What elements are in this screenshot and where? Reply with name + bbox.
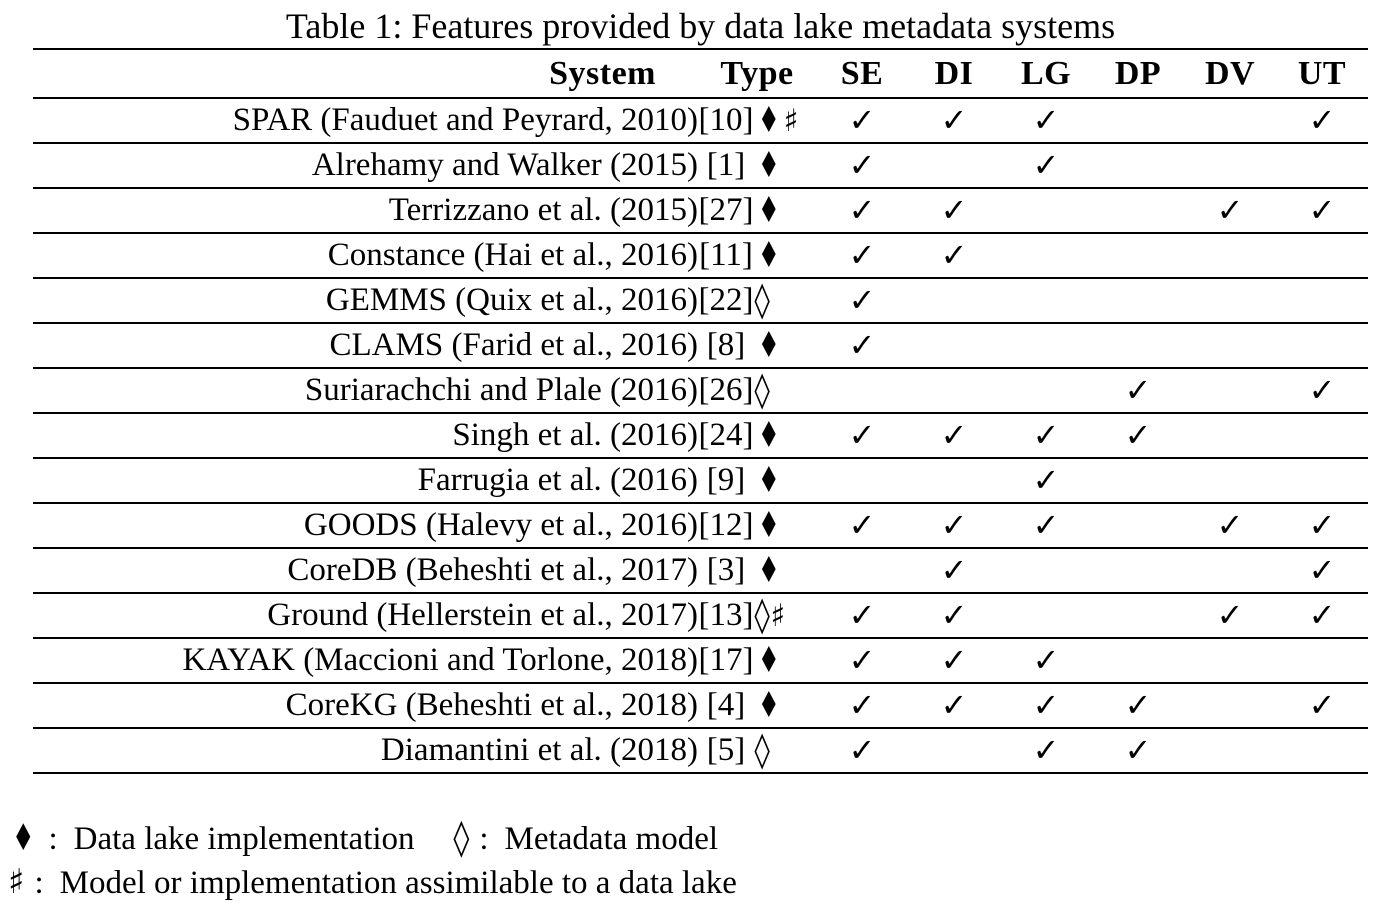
checkmark-icon: ✓: [1124, 686, 1152, 724]
table-row: [33, 189, 1368, 234]
legend-separator: :: [48, 821, 58, 857]
feature-cell: [816, 506, 908, 545]
type-symbols: [754, 369, 816, 410]
header-se: SE: [840, 54, 884, 92]
feature-cell: [1276, 101, 1368, 140]
type-symbols: [754, 729, 816, 770]
type-symbols: [754, 98, 816, 141]
table-header-row: [33, 50, 1368, 99]
checkmark-icon: ✓: [848, 416, 876, 454]
checkmark-icon: ✓: [848, 146, 876, 184]
filled-diamond-icon: ♦: [757, 188, 780, 231]
system-name: Alrehamy and Walker (2015): [311, 147, 698, 183]
table-row: [33, 324, 1368, 369]
checkmark-icon: ✓: [848, 596, 876, 634]
feature-cell: [1184, 506, 1276, 545]
legend-item: [452, 817, 719, 859]
citation-ref: [12]: [698, 507, 754, 543]
system-name: Singh et al. (2016): [452, 417, 698, 453]
feature-cell: [1000, 146, 1092, 185]
header-lg: LG: [1020, 54, 1072, 92]
table-row: [33, 594, 1368, 639]
system-name: KAYAK (Maccioni and Torlone, 2018): [182, 642, 698, 678]
feature-cell: [908, 416, 1000, 455]
feature-cell: [1000, 416, 1092, 455]
filled-diamond-icon: ♦: [757, 413, 780, 456]
feature-cell: [1092, 416, 1184, 455]
checkmark-icon: ✓: [848, 731, 876, 769]
feature-cell: [816, 596, 908, 635]
checkmark-icon: ✓: [848, 191, 876, 229]
checkmark-icon: ✓: [940, 686, 968, 724]
feature-cell: [1000, 731, 1092, 770]
sharp-icon: ♯: [8, 862, 25, 902]
feature-cell: [1184, 596, 1276, 635]
filled-diamond-icon: ♦: [757, 143, 780, 186]
checkmark-icon: ✓: [1308, 191, 1336, 229]
checkmark-icon: ✓: [940, 416, 968, 454]
citation-ref: [24]: [698, 417, 754, 453]
feature-cell: [908, 101, 1000, 140]
table-row: [33, 684, 1368, 729]
feature-cell: [816, 236, 908, 275]
feature-cell: [816, 326, 908, 365]
system-name: GOODS (Halevy et al., 2016): [303, 507, 698, 543]
checkmark-icon: ✓: [940, 506, 968, 544]
checkmark-icon: ✓: [940, 101, 968, 139]
checkmark-icon: ✓: [848, 506, 876, 544]
system-name: Constance (Hai et al., 2016): [327, 237, 698, 273]
feature-cell: [816, 101, 908, 140]
feature-cell: [1000, 461, 1092, 500]
checkmark-icon: ✓: [1124, 371, 1152, 409]
filled-diamond-icon: ♦: [11, 816, 35, 860]
checkmark-icon: ✓: [1032, 416, 1060, 454]
header-dp: DP: [1114, 54, 1162, 92]
checkmark-icon: ✓: [1032, 731, 1060, 769]
checkmark-icon: ✓: [940, 596, 968, 634]
system-name: GEMMS (Quix et al., 2016): [325, 282, 698, 318]
type-symbols: [754, 143, 816, 186]
system-name: CLAMS (Farid et al., 2016): [329, 327, 698, 363]
feature-cell: [908, 236, 1000, 275]
legend-label: Model or implementation assimilable to a data lake: [59, 865, 737, 901]
citation-ref: [5]: [706, 732, 746, 768]
type-symbols: [754, 188, 816, 231]
filled-diamond-icon: ♦: [757, 503, 780, 546]
open-diamond-icon: ◊: [754, 594, 770, 635]
feature-cell: [1092, 371, 1184, 410]
feature-cell: [908, 506, 1000, 545]
checkmark-icon: ✓: [1216, 506, 1244, 544]
checkmark-icon: ✓: [940, 551, 968, 589]
open-diamond-icon: ◊: [754, 729, 770, 770]
table-row: [33, 279, 1368, 324]
system-name: Diamantini et al. (2018): [380, 732, 698, 768]
legend-line: [8, 816, 737, 860]
filled-diamond-icon: ♦: [757, 548, 780, 591]
feature-cell: [1000, 686, 1092, 725]
type-symbols: [754, 503, 816, 546]
system-name: SPAR (Fauduet and Peyrard, 2010): [232, 102, 698, 138]
checkmark-icon: ✓: [1032, 461, 1060, 499]
legend: [8, 816, 737, 904]
feature-cell: [1276, 371, 1368, 410]
feature-cell: [816, 416, 908, 455]
legend-line: [8, 860, 737, 904]
feature-cell: [1276, 551, 1368, 590]
system-name: Ground (Hellerstein et al., 2017): [267, 597, 698, 633]
type-symbols: [754, 233, 816, 276]
table-caption: Table 1: Features provided by data lake metadata systems: [285, 6, 1116, 46]
filled-diamond-icon: ♦: [757, 323, 780, 366]
checkmark-icon: ✓: [1308, 506, 1336, 544]
system-name: CoreKG (Beheshti et al., 2018): [285, 687, 698, 723]
citation-ref: [4]: [706, 687, 746, 723]
checkmark-icon: ✓: [848, 281, 876, 319]
open-diamond-icon: ◊: [754, 279, 770, 320]
citation-ref: [1]: [706, 147, 746, 183]
feature-cell: [908, 191, 1000, 230]
type-symbols: [754, 279, 816, 320]
citation-ref: [26]: [698, 372, 754, 408]
citation-ref: [3]: [706, 552, 746, 588]
citation-ref: [22]: [698, 282, 754, 318]
checkmark-icon: ✓: [1308, 596, 1336, 634]
checkmark-icon: ✓: [1032, 146, 1060, 184]
filled-diamond-icon: ♦: [757, 233, 780, 276]
type-symbols: [754, 594, 816, 635]
citation-ref: [11]: [699, 237, 753, 273]
checkmark-icon: ✓: [1216, 191, 1244, 229]
sharp-icon: ♯: [783, 103, 799, 139]
checkmark-icon: ✓: [1308, 551, 1336, 589]
citation-ref: [10]: [698, 102, 754, 138]
checkmark-icon: ✓: [1308, 101, 1336, 139]
system-name: Terrizzano et al. (2015): [388, 192, 698, 228]
header-system: System: [549, 54, 656, 92]
legend-item: [8, 862, 737, 902]
checkmark-icon: ✓: [1308, 686, 1336, 724]
feature-cell: [816, 281, 908, 320]
table-row: [33, 369, 1368, 414]
open-diamond-icon: ◊: [452, 817, 469, 859]
feature-cell: [908, 641, 1000, 680]
checkmark-icon: ✓: [848, 326, 876, 364]
legend-label: Data lake implementation: [73, 821, 415, 857]
citation-ref: [8]: [706, 327, 746, 363]
table-row: [33, 414, 1368, 459]
system-name: Farrugia et al. (2016): [417, 462, 698, 498]
checkmark-icon: ✓: [940, 191, 968, 229]
checkmark-icon: ✓: [1032, 686, 1060, 724]
table-row: [33, 99, 1368, 144]
table-body: [33, 99, 1368, 774]
table-row: [33, 729, 1368, 774]
citation-ref: [13]: [698, 597, 754, 633]
sharp-icon: ♯: [770, 598, 786, 634]
type-symbols: [754, 683, 816, 726]
checkmark-icon: ✓: [848, 686, 876, 724]
table-row: [33, 459, 1368, 504]
legend-item: [8, 816, 415, 860]
feature-cell: [1000, 641, 1092, 680]
filled-diamond-icon: ♦: [757, 98, 780, 141]
filled-diamond-icon: ♦: [757, 458, 780, 501]
feature-cell: [1276, 506, 1368, 545]
checkmark-icon: ✓: [1216, 596, 1244, 634]
features-table: [33, 48, 1368, 774]
legend-separator: :: [34, 865, 44, 901]
feature-cell: [816, 641, 908, 680]
checkmark-icon: ✓: [940, 236, 968, 274]
feature-cell: [1000, 506, 1092, 545]
type-symbols: [754, 638, 816, 681]
header-dv: DV: [1204, 54, 1256, 92]
feature-cell: [816, 686, 908, 725]
citation-ref: [9]: [706, 462, 746, 498]
feature-cell: [908, 686, 1000, 725]
table-row: [33, 639, 1368, 684]
checkmark-icon: ✓: [1124, 731, 1152, 769]
feature-cell: [1184, 191, 1276, 230]
filled-diamond-icon: ♦: [757, 638, 780, 681]
header-type: Type: [720, 54, 794, 92]
feature-cell: [1276, 686, 1368, 725]
header-di: DI: [934, 54, 974, 92]
feature-cell: [816, 191, 908, 230]
citation-ref: [27]: [698, 192, 754, 228]
filled-diamond-icon: ♦: [757, 683, 780, 726]
type-symbols: [754, 413, 816, 456]
checkmark-icon: ✓: [848, 101, 876, 139]
feature-cell: [908, 551, 1000, 590]
legend-separator: :: [479, 821, 489, 857]
feature-cell: [1000, 101, 1092, 140]
checkmark-icon: ✓: [848, 236, 876, 274]
feature-cell: [1092, 686, 1184, 725]
checkmark-icon: ✓: [940, 641, 968, 679]
checkmark-icon: ✓: [1308, 371, 1336, 409]
feature-cell: [816, 146, 908, 185]
checkmark-icon: ✓: [1124, 416, 1152, 454]
feature-cell: [816, 731, 908, 770]
type-symbols: [754, 323, 816, 366]
checkmark-icon: ✓: [1032, 641, 1060, 679]
type-symbols: [754, 548, 816, 591]
checkmark-icon: ✓: [848, 641, 876, 679]
checkmark-icon: ✓: [1032, 101, 1060, 139]
table-row: [33, 549, 1368, 594]
feature-cell: [908, 596, 1000, 635]
open-diamond-icon: ◊: [754, 369, 770, 410]
feature-cell: [1276, 191, 1368, 230]
table-row: [33, 504, 1368, 549]
type-symbols: [754, 458, 816, 501]
checkmark-icon: ✓: [1032, 506, 1060, 544]
system-name: CoreDB (Beheshti et al., 2017): [287, 552, 698, 588]
table-row: [33, 234, 1368, 279]
table-row: [33, 144, 1368, 189]
header-ut: UT: [1297, 54, 1347, 92]
feature-cell: [1092, 731, 1184, 770]
legend-label: Metadata model: [504, 821, 719, 857]
feature-cell: [1276, 596, 1368, 635]
system-name: Suriarachchi and Plale (2016): [304, 372, 698, 408]
citation-ref: [17]: [698, 642, 754, 678]
